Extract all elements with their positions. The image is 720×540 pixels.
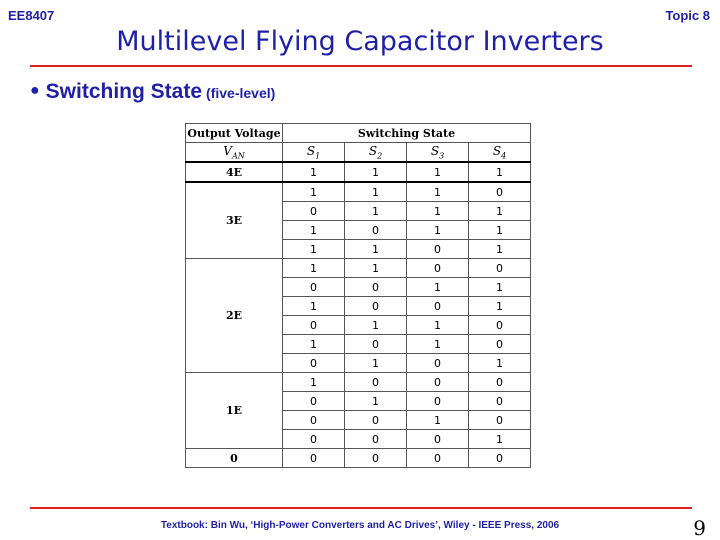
switch-state-cell: 0	[469, 316, 531, 335]
table-row	[186, 259, 531, 278]
switch-state-cell: 1	[407, 278, 469, 297]
switch-state-cell: 0	[469, 259, 531, 278]
switch-state-cell: 0	[283, 430, 345, 449]
voltage-level-cell: 3E	[186, 182, 283, 259]
switch-state-cell: 0	[407, 430, 469, 449]
switch-state-cell: 0	[283, 278, 345, 297]
switch-state-cell: 0	[283, 354, 345, 373]
switch-state-cell: 1	[345, 240, 407, 259]
bullet-main-text: Switching State	[45, 80, 203, 103]
switch-state-cell: 0	[469, 373, 531, 392]
switch-state-cell: 1	[407, 411, 469, 430]
s2-sub: 2	[377, 151, 383, 161]
switch-state-cell: 1	[283, 182, 345, 202]
switch-state-cell: 0	[283, 411, 345, 430]
switch-state-cell: 0	[407, 240, 469, 259]
switch-state-cell: 0	[469, 449, 531, 468]
switch-state-cell: 1	[407, 221, 469, 240]
switch-state-cell: 0	[407, 373, 469, 392]
switch-state-cell: 0	[407, 259, 469, 278]
switch-state-cell: 1	[469, 221, 531, 240]
switch-state-cell: 1	[407, 335, 469, 354]
switch-state-cell: 1	[469, 297, 531, 316]
header-s3	[407, 143, 469, 163]
switch-state-cell: 0	[345, 297, 407, 316]
table-row	[186, 449, 531, 468]
header-output-voltage: Output Voltage	[186, 124, 283, 143]
switch-state-cell: 0	[345, 449, 407, 468]
switch-state-cell: 1	[283, 162, 345, 182]
bullet-dot-icon: ●	[30, 82, 40, 99]
switch-state-cell: 1	[407, 162, 469, 182]
switch-state-cell: 0	[283, 316, 345, 335]
switch-state-cell: 0	[345, 411, 407, 430]
s3-symbol: S	[430, 143, 440, 158]
table-body	[186, 162, 531, 468]
switch-state-cell: 1	[283, 259, 345, 278]
table-row	[186, 162, 531, 182]
switch-state-cell: 0	[345, 373, 407, 392]
page-number: 9	[693, 516, 706, 540]
switch-state-cell: 1	[469, 162, 531, 182]
switch-state-cell: 0	[345, 335, 407, 354]
switch-state-cell: 1	[345, 162, 407, 182]
switch-state-cell: 1	[469, 202, 531, 221]
bullet-point	[30, 80, 275, 104]
switch-state-cell: 1	[283, 240, 345, 259]
switch-state-cell: 0	[407, 449, 469, 468]
slide-title: Multilevel Flying Capacitor Inverters	[116, 26, 604, 57]
table-row	[186, 373, 531, 392]
textbook-reference: Textbook: Bin Wu, ‘High-Power Converters and AC Drives’, Wiley - IEEE Press, 2006	[160, 520, 560, 531]
s4-symbol: S	[492, 143, 502, 158]
switch-state-cell: 1	[345, 354, 407, 373]
vout-symbol-sub: AN	[231, 151, 245, 161]
table-row	[186, 182, 531, 202]
course-code: EE8407	[8, 8, 55, 23]
switch-state-cell: 1	[469, 240, 531, 259]
switch-state-cell: 0	[283, 449, 345, 468]
s3-sub: 3	[439, 151, 445, 161]
switch-state-cell: 1	[283, 221, 345, 240]
switch-state-cell: 0	[407, 354, 469, 373]
voltage-level-cell: 4E	[186, 162, 283, 182]
header-switching-state: Switching State	[283, 124, 531, 143]
switch-state-cell: 0	[283, 202, 345, 221]
switch-state-cell: 1	[407, 202, 469, 221]
top-rule	[30, 65, 692, 67]
switch-state-cell: 0	[345, 278, 407, 297]
switch-state-cell: 1	[283, 373, 345, 392]
switch-state-cell: 1	[345, 259, 407, 278]
header-s4	[469, 143, 531, 163]
switch-state-cell: 0	[469, 411, 531, 430]
switch-state-cell: 1	[407, 316, 469, 335]
switch-state-cell: 0	[469, 335, 531, 354]
switch-state-cell: 0	[469, 182, 531, 202]
voltage-level-cell: 0	[186, 449, 283, 468]
bottom-rule	[30, 507, 692, 509]
switch-state-cell: 1	[469, 278, 531, 297]
switch-state-cell: 1	[283, 297, 345, 316]
switch-state-cell: 1	[469, 430, 531, 449]
s1-sub: 1	[315, 151, 321, 161]
switch-state-cell: 1	[283, 335, 345, 354]
voltage-level-cell: 2E	[186, 259, 283, 373]
header-s2	[345, 143, 407, 163]
switch-state-cell: 1	[407, 182, 469, 202]
switch-state-cell: 1	[345, 202, 407, 221]
switch-state-cell: 0	[469, 392, 531, 411]
switch-state-cell: 0	[283, 392, 345, 411]
switch-state-cell: 0	[407, 392, 469, 411]
s2-symbol: S	[368, 143, 378, 158]
header-vout-symbol	[186, 143, 283, 163]
s4-sub: 4	[501, 151, 507, 161]
topic-label: Topic 8	[665, 8, 710, 23]
header-s1	[283, 143, 345, 163]
switch-state-cell: 1	[345, 316, 407, 335]
switch-state-cell: 1	[469, 354, 531, 373]
switch-state-cell: 0	[345, 430, 407, 449]
bullet-sub-text: (five-level)	[206, 85, 276, 101]
switch-state-cell: 0	[407, 297, 469, 316]
s1-symbol: S	[306, 143, 316, 158]
vout-symbol-text: V	[223, 143, 232, 158]
switch-state-cell: 1	[345, 392, 407, 411]
switch-state-cell: 0	[345, 221, 407, 240]
voltage-level-cell: 1E	[186, 373, 283, 449]
switch-state-cell: 1	[345, 182, 407, 202]
switching-state-table	[185, 123, 531, 468]
